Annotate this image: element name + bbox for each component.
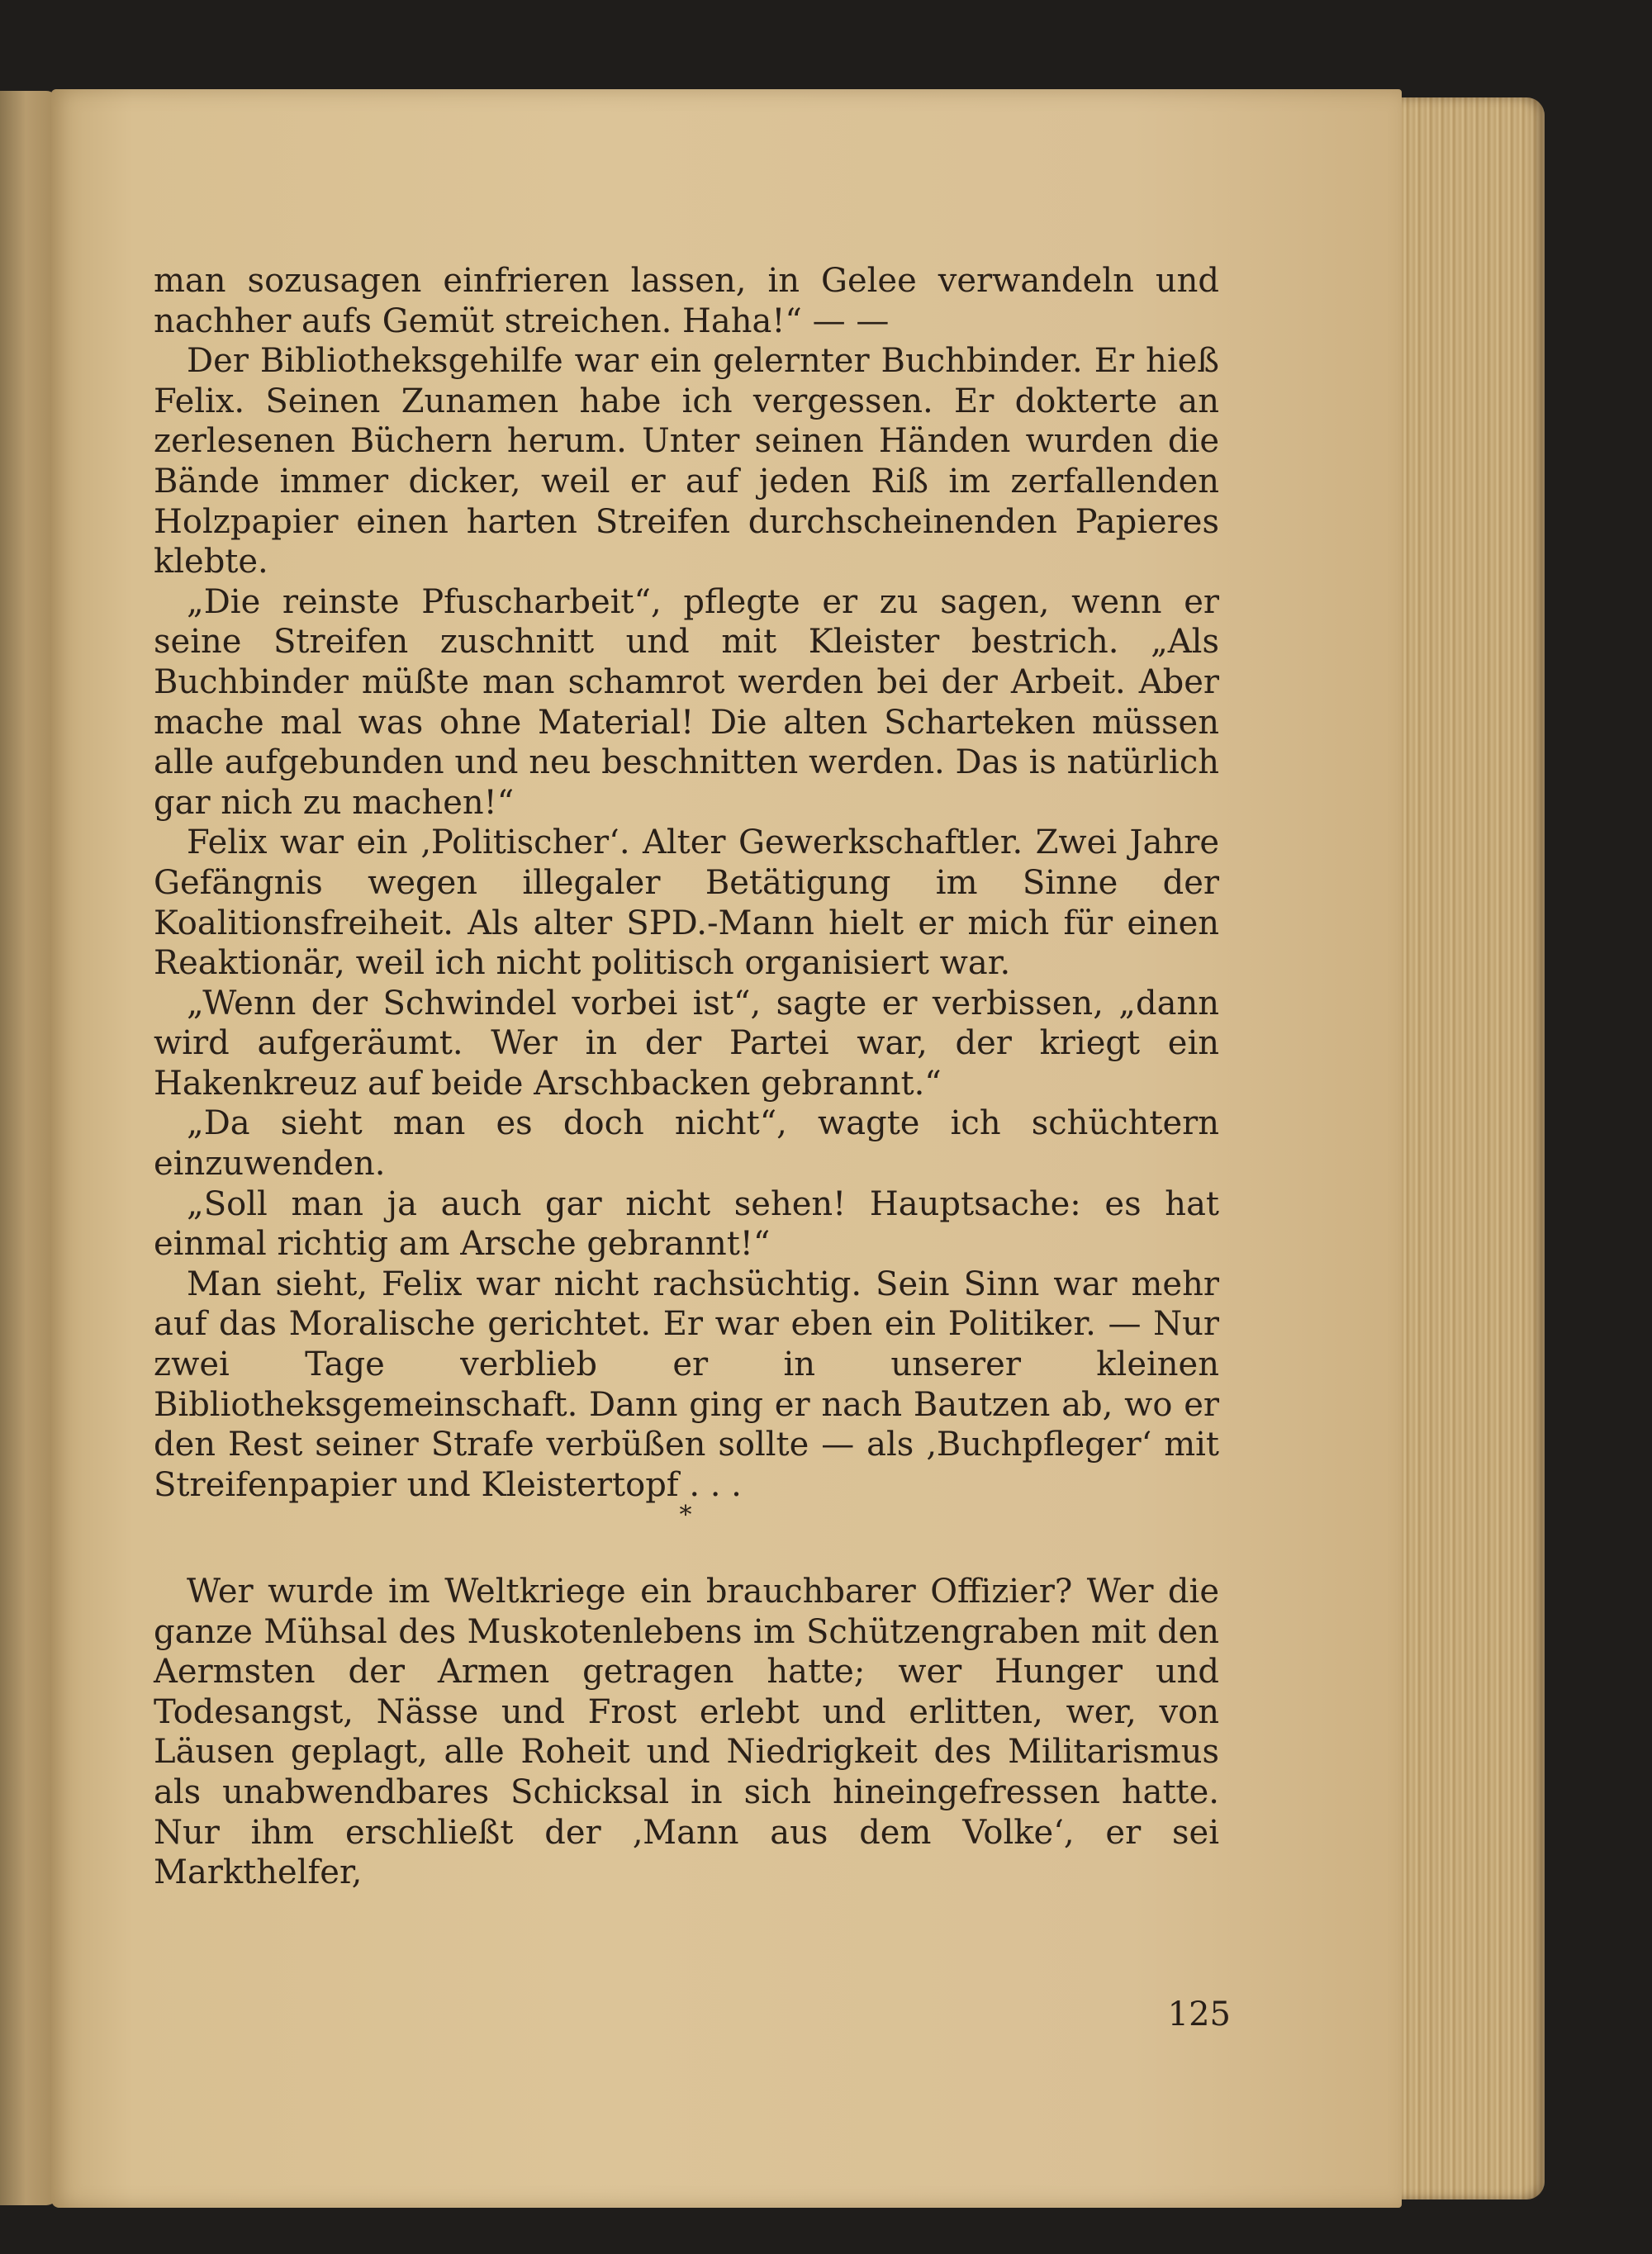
paragraph: „Soll man ja auch gar nicht sehen! Hauptsache: es hat einmal richtig am Arsche gebrannt!“ bbox=[154, 1184, 1219, 1264]
paragraph: Wer wurde im Weltkriege ein brauchbarer Offizier? Wer die ganze Mühsal des Muskotenlebens im Schützengraben mit den Aermsten der Armen getragen hatte; wer Hunger und Todesangst, Nässe und Frost erlebt und erlitten, wer, von Läusen geplagt, alle Roheit und Niedrigkeit des Militarismus als unabwendbares Schicksal in sich hineingefressen hatte. Nur ihm erschließt der ‚Mann aus dem Volke‘, er sei Markthelfer, bbox=[154, 1573, 1219, 1892]
paragraph: „Wenn der Schwindel vorbei ist“, sagte er verbissen, „dann wird aufgeräumt. Wer in der Partei war, der kriegt ein Hakenkreuz auf beide Arschbacken gebrannt.“ bbox=[154, 984, 1219, 1103]
paragraph: Felix war ein ‚Politischer‘. Alter Gewerkschaftler. Zwei Jahre Gefängnis wegen illegaler Betätigung im Sinne der Koalitionsfreiheit. Als alter SPD.-Mann hielt er mich für einen Reaktionär, weil ich nicht politisch organisiert war. bbox=[154, 823, 1219, 983]
paragraph: Der Bibliotheksgehilfe war ein gelernter Buchbinder. Er hieß Felix. Seinen Zunamen habe ich vergessen. Er dokterte an zerlesenen Büchern herum. Unter seinen Händen wurden die Bände immer dicker, weil er auf jeden Riß im zerfallenden Holzpapier einen harten Streifen durchscheinenden Papieres klebte. bbox=[154, 342, 1219, 581]
main-text bbox=[154, 261, 1219, 1505]
paragraph: Man sieht, Felix war nicht rachsüchtig. Sein Sinn war mehr auf das Moralische gerichtet. Er war eben ein Politiker. — Nur zwei Tage verblieb er in unserer kleinen Bibliotheksgemeinschaft. Dann ging er nach Bautzen ab, wo er den Rest seiner Strafe verbüßen sollte — als ‚Buchpfleger‘ mit Streifenpapier und Kleistertopf . . . bbox=[154, 1265, 1219, 1504]
section-separator: * bbox=[679, 1501, 692, 1530]
previous-page-edge bbox=[0, 91, 58, 2205]
page-number: 125 bbox=[1167, 1995, 1231, 2033]
paragraph: „Die reinste Pfuscharbeit“, pflegte er zu sagen, wenn er seine Streifen zuschnitt und mit Kleister bestrich. „Als Buchbinder müßte man schamrot werden bei der Arbeit. Aber mache mal was ohne Material! Die alten Scharteken müssen alle aufgebunden und neu beschnitten werden. Das is natürlich gar nich zu machen!“ bbox=[154, 582, 1219, 822]
paragraph: man sozusagen einfrieren lassen, in Gelee verwandeln und nachher aufs Gemüt streichen. Haha!“ — — bbox=[154, 262, 1219, 340]
second-section-text bbox=[154, 1572, 1219, 1893]
book-fore-edge bbox=[1388, 97, 1545, 2199]
paragraph: „Da sieht man es doch nicht“, wagte ich schüchtern einzuwenden. bbox=[154, 1104, 1219, 1184]
